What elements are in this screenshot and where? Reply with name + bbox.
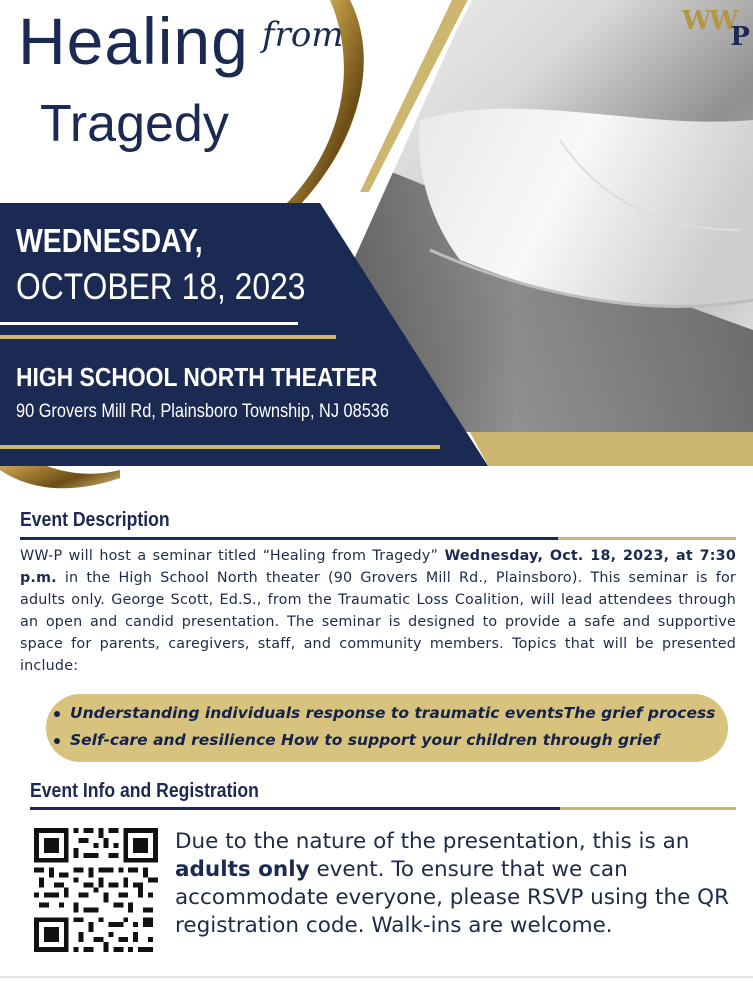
event-description-heading: Event Description <box>20 509 170 531</box>
wwp-logo <box>682 6 753 52</box>
divider <box>20 537 558 540</box>
description-text-before: WW-P will host a seminar titled “Healing from Tragedy” <box>20 548 445 564</box>
registration-text-before: Due to the nature of the presentation, this is an <box>175 829 690 854</box>
divider <box>558 537 736 540</box>
divider <box>0 976 753 978</box>
bullet-icon <box>54 738 60 744</box>
title-tragedy: Tragedy <box>40 95 229 153</box>
bullet-icon <box>54 711 60 717</box>
registration-bold: adults only <box>175 857 310 882</box>
event-date: OCTOBER 18, 2023 <box>16 266 306 307</box>
qr-code-icon[interactable] <box>34 828 158 952</box>
registration-text <box>175 828 735 940</box>
divider <box>30 807 560 810</box>
logo-letter-w1: W <box>682 6 710 36</box>
topic-item: Self-care and resilience How to support your children through grief <box>70 731 660 749</box>
event-description-text <box>20 545 736 677</box>
divider <box>560 807 736 810</box>
logo-letter-p: P <box>730 22 748 52</box>
title-from: from <box>262 15 344 55</box>
registration-heading: Event Info and Registration <box>30 780 259 802</box>
description-bold-date: Wednesday, Oct. 18, 2023, at 7:30 p.m. <box>20 548 736 586</box>
registration-text-after: event. To ensure that we can accommodate everyone, please RSVP using the QR registration code. Walk-ins are welcome. <box>175 857 730 938</box>
description-text-after: in the High School North theater (90 Grovers Mill Rd., Plainsboro). This seminar is for adults only. George Scott, Ed.S., from the Traumatic Loss Coalition, will lead attendees through an open and candid presentation. The seminar is designed to provide a safe and supportive space for parents, caregivers, staff, and community members. Topics that will be presented include: <box>20 570 736 674</box>
logo-letter-w2: W <box>709 6 737 36</box>
event-day: WEDNESDAY, <box>16 222 203 259</box>
venue-name: HIGH SCHOOL NORTH THEATER <box>16 362 378 392</box>
title-healing: Healing <box>18 4 249 78</box>
venue-address: 90 Grovers Mill Rd, Plainsboro Township, NJ 08536 <box>16 401 389 422</box>
topic-item: Understanding individuals response to traumatic eventsThe grief process <box>70 704 716 722</box>
